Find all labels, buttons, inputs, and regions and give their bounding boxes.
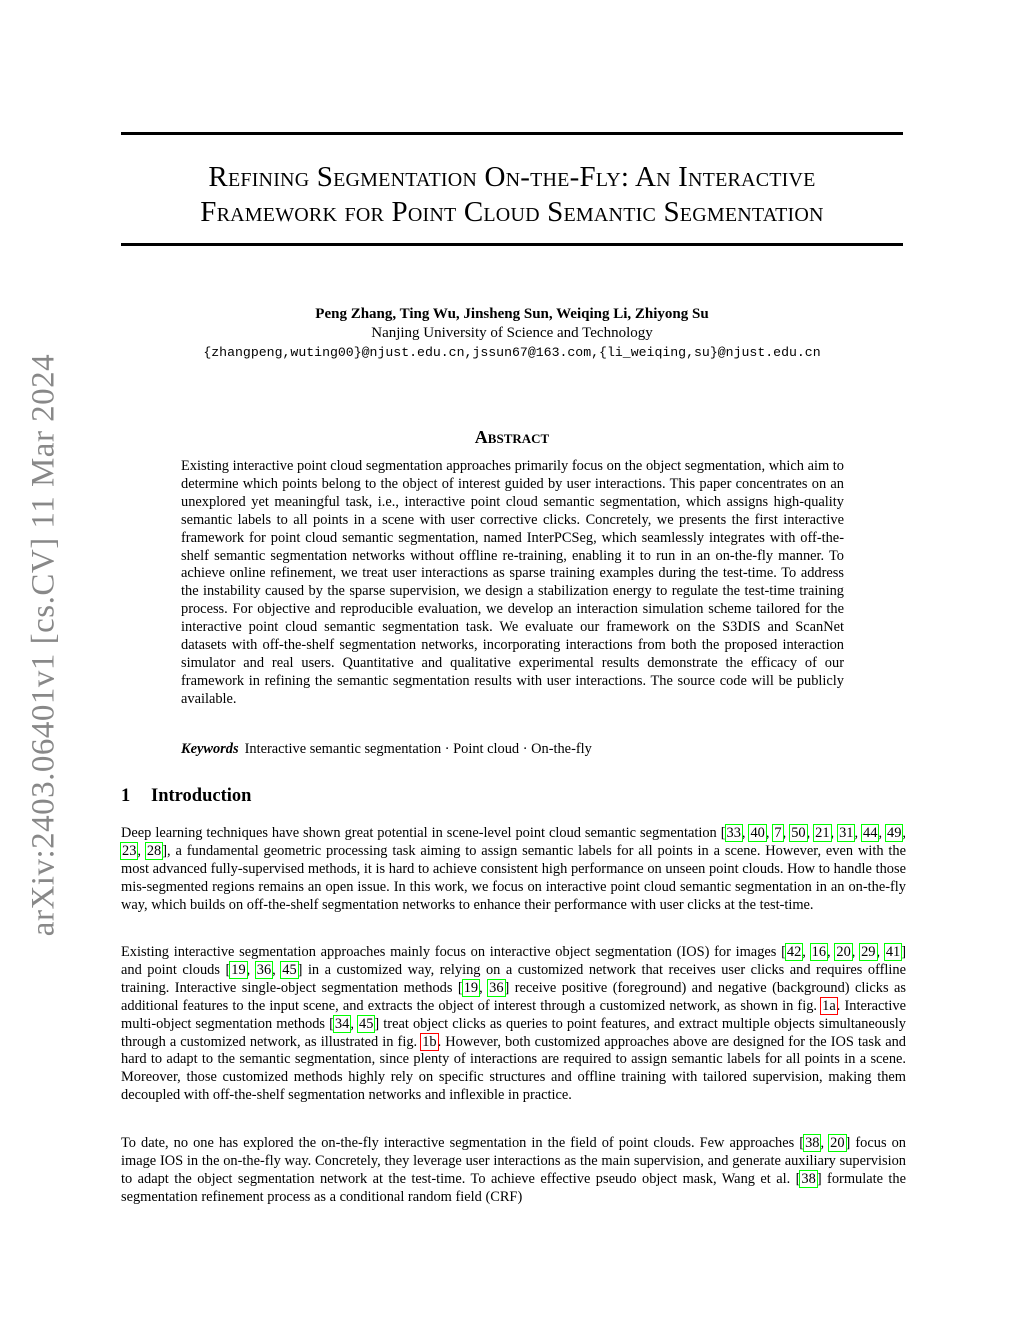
title-line-1: Refining Segmentation On-the-Fly: An Interactive — [208, 161, 816, 193]
citation-link[interactable]: 34 — [334, 1015, 350, 1032]
citation-link[interactable]: 28 — [146, 842, 162, 859]
intro-paragraph-1: Deep learning techniques have shown great potential in scene-level point cloud semantic segmentation [33, 40, 7, 50, 21, 31, 44, 49, 23, 28], a fundamental geometric processing task aiming to assign semantic labels for all points in a scene. However, even with the most advanced fully-supervised methods, it is hard to achieve consistent high performance on unseen point clouds. How to handle those mis-segmented regions remains an open issue. In this work, we focus on interactive point cloud semantic segmentation in an on-the-fly way, which builds on off-the-shelf segmentation networks to enhance their performance with user clicks at the test-time. — [121, 825, 906, 913]
citation-link[interactable]: 42 — [786, 944, 802, 960]
keywords — [181, 741, 844, 758]
section-title: Introduction — [151, 786, 252, 806]
section-number: 1 — [121, 786, 131, 806]
author-block — [121, 305, 903, 362]
citation-link[interactable]: 21 — [815, 825, 830, 841]
citation-link[interactable]: 36 — [489, 979, 504, 996]
citation-link[interactable]: 20 — [836, 944, 851, 960]
keywords-text: Interactive semantic segmentation · Point cloud · On-the-fly — [244, 741, 592, 757]
citation-link[interactable]: 41 — [885, 944, 901, 960]
arxiv-stamp: arXiv:2403.06401v1 [cs.CV] 11 Mar 2024 — [25, 353, 62, 937]
citation-link[interactable]: 29 — [861, 944, 876, 960]
section-heading — [121, 786, 251, 807]
citation-link[interactable]: 16 — [811, 944, 827, 960]
citation-link[interactable]: 19 — [231, 961, 246, 978]
citation-link[interactable]: 20 — [830, 1135, 845, 1151]
citation-link[interactable]: 49 — [887, 825, 902, 841]
citation-link[interactable]: 7 — [774, 825, 782, 841]
author-names: Peng Zhang, Ting Wu, Jinsheng Sun, Weiqing Li, Zhiyong Su — [315, 306, 709, 322]
figure-ref-link[interactable]: 1b — [422, 1033, 437, 1050]
abstract-heading: Abstract — [474, 427, 550, 447]
citation-link[interactable]: 45 — [282, 961, 297, 978]
abstract-text: Existing interactive point cloud segmentation approaches primarily focus on the object segmentation, which aim to determine which points belong to the object of interest guided by user interactions. This paper concentrates on an unexplored yet meaningful task, i.e., interactive point cloud semantic segmentation, which assigns high-quality semantic labels to all points in a scene with user corrective clicks. Concretely, we presents the first interactive framework for point cloud semantic segmentation, named InterPCSeg, which seamlessly integrates with off-the-shelf semantic segmentation networks without offline re-training, enabling it to run in an on-the-fly manner. To achieve online refinement, we treat user interactions as sparse training examples during the test-time. To address the instability caused by the sparse supervision, we design a stabilization energy to regulate the test-time training process. For objective and reproducible evaluation, we develop an interaction simulation scheme tailored for the interactive point cloud semantic segmentation task. We evaluate our framework on the S3DIS and ScanNet datasets with off-the-shelf segmentation networks, incorporating interactions from both the proposed interaction simulator and real users. Quantitative and qualitative experimental results demonstrate the efficacy of our framework in refining the semantic segmentation results with user interactions. The source code will be publicly available. — [181, 458, 844, 707]
author-emails: {zhangpeng,wuting00}@njust.edu.cn,jssun67@163.com,{li_weiqing,su}@njust.edu.cn — [203, 345, 821, 360]
citation-link[interactable]: 19 — [463, 979, 479, 996]
citation-link[interactable]: 38 — [801, 1170, 816, 1187]
citation-link[interactable]: 33 — [726, 825, 741, 841]
citation-link[interactable]: 44 — [863, 825, 878, 841]
figure-ref-link[interactable]: 1a — [822, 997, 836, 1014]
citation-link[interactable]: 31 — [839, 825, 854, 841]
paper-title — [121, 160, 903, 230]
citation-link[interactable]: 23 — [122, 842, 137, 859]
keywords-label: Keywords — [181, 741, 239, 757]
citation-link[interactable]: 45 — [359, 1015, 374, 1032]
intro-paragraph-3: To date, no one has explored the on-the-fly interactive segmentation in the field of point clouds. Few approaches [38, 20] focus on image IOS in the on-the-fly way. Concretely, they leverage user interactions as the main supervision, and generate auxiliary supervision to adapt the object segmentation network at the test-time. To achieve effective pseudo object mask, Wang et al. [38] formulate the segmentation refinement process as a conditional random field (CRF) — [121, 1135, 907, 1205]
affiliation: Nanjing University of Science and Technology — [371, 325, 653, 341]
intro-paragraph-2: Existing interactive segmentation approaches mainly focus on interactive object segmentation (IOS) for images [42, 16, 20, 29, 41] and point clouds [19, 36, 45] in a customized way, relying on a customized network that receives user clicks and requires offline training. Interactive single-object segmentation methods [19, 36] receive positive (foreground) and negative (background) clicks as additional features to the input scene, and extracts the object of interest through a customized network, as shown in fig. 1a. Interactive multi-object segmentation methods [34, 45] treat object clicks as queries to point features, and extract multiple objects simultaneously through a customized network, as illustrated in fig. 1b. However, both customized approaches above are designed for the IOS task and hard to adapt to the semantic segmentation, since plenty of interactions are required to assign semantic labels for all points in a scene. Moreover, those customized methods highly rely on specific structures and offline training with tailored supervision, making them decoupled with off-the-shelf segmentation networks and inflexible in practice. — [121, 944, 907, 1104]
title-rule-bottom — [121, 243, 903, 246]
citation-link[interactable]: 50 — [791, 825, 806, 841]
title-line-2: Framework for Point Cloud Semantic Segmentation — [200, 196, 824, 228]
title-rule-top — [121, 132, 903, 135]
citation-link[interactable]: 36 — [256, 961, 272, 978]
citation-link[interactable]: 38 — [805, 1135, 820, 1151]
citation-link[interactable]: 40 — [750, 825, 765, 841]
